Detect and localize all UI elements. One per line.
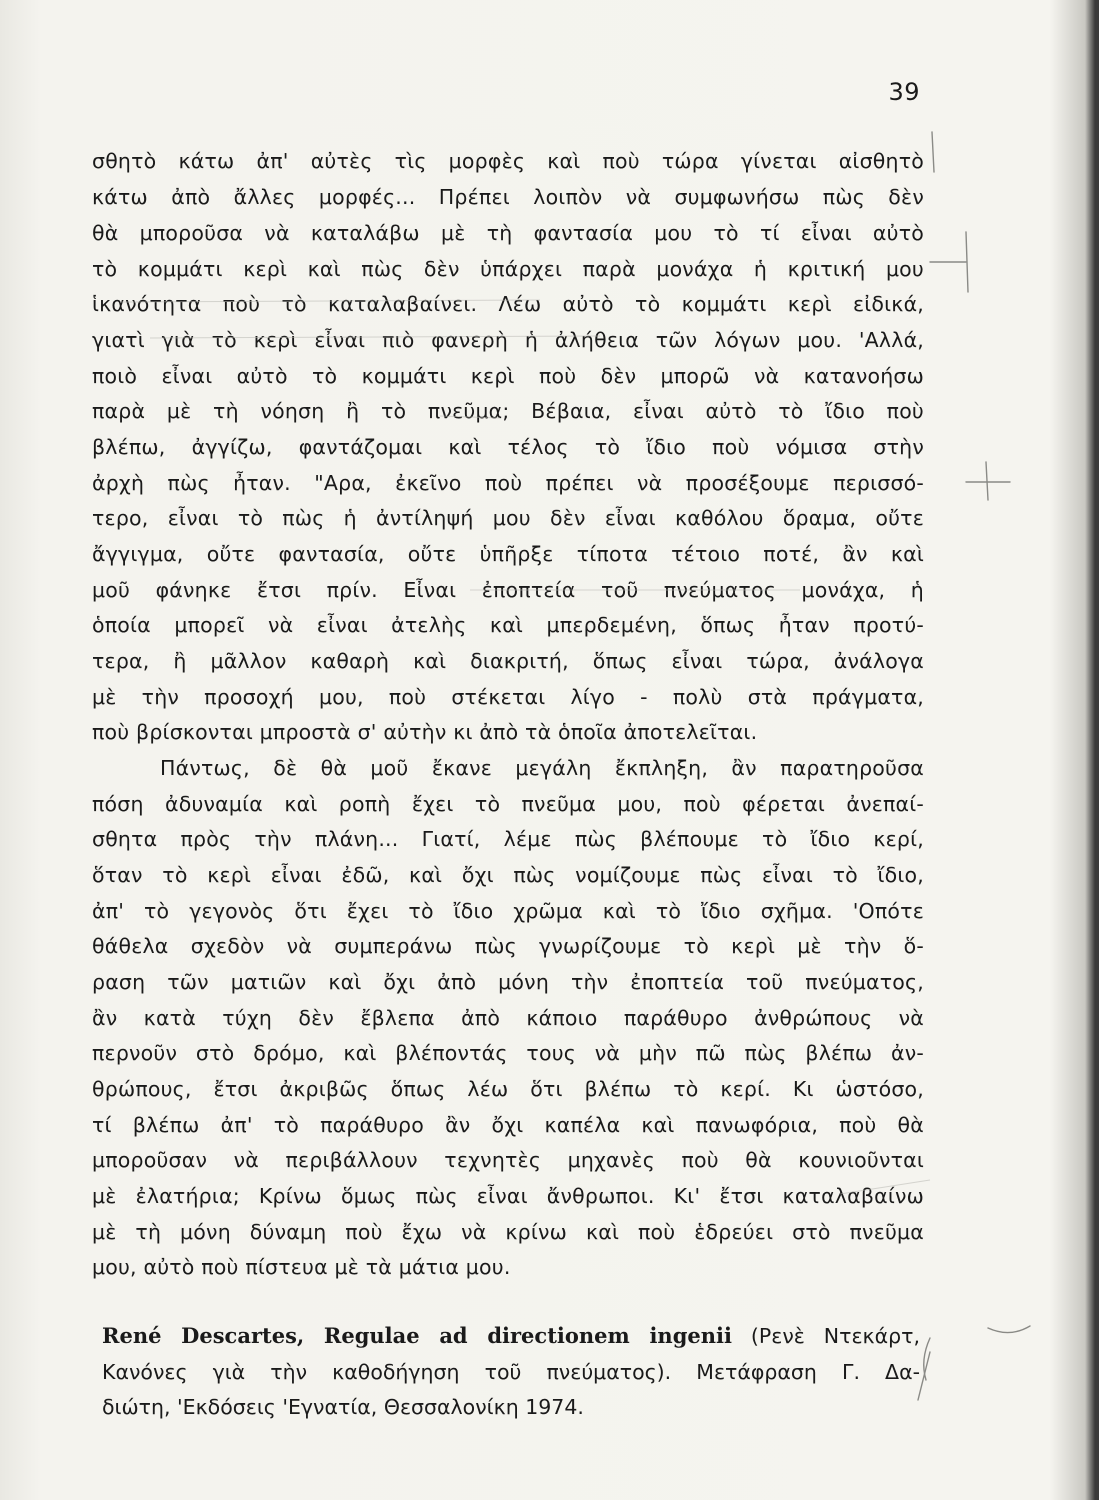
text-line: σθητα πρὸς τὴν πλάνη... Γιατί, λέμε πὼς βλέπουμε τὸ ἴδιο κερί, (92, 827, 924, 851)
text-line: θάθελα σχεδὸν νὰ συμπεράνω πὼς γνωρίζουμε τὸ κερὶ μὲ τὴν ὅ- (92, 934, 924, 958)
text-line: μὲ τὴν προσοχή μου, ποὺ στέκεται λίγο - πολὺ στὰ πράγματα, (92, 685, 924, 709)
text-line: κάτω ἀπὸ ἄλλες μορφές... Πρέπει λοιπὸν νὰ συμφωνήσω πὼς δὲν (92, 185, 924, 209)
text-line: παρὰ μὲ τὴ νόηση ἢ τὸ πνεῦμα; Βέβαια, εἶναι αὐτὸ τὸ ἴδιο ποὺ (92, 399, 924, 423)
text-line: ποιὸ εἶναι αὐτὸ τὸ κομμάτι κερὶ ποὺ δὲν μπορῶ νὰ κατανοήσω (92, 364, 924, 388)
text-line: μου, αὐτὸ ποὺ πίστευα μὲ τὰ μάτια μου. (92, 1255, 511, 1279)
text-line: ἄγγιγμα, οὔτε φαντασία, οὔτε ὑπῆρξε τίποτα τέτοιο ποτέ, ἂν καὶ (92, 542, 924, 566)
text-line: γιατὶ γιὰ τὸ κερὶ εἶναι πιὸ φανερὴ ἡ ἀλήθεια τῶν λόγων μου. 'Αλλά, (92, 328, 924, 352)
text-line: τὸ κομμάτι κερὶ καὶ πὼς δὲν ὑπάρχει παρὰ μονάχα ἡ κριτική μου (92, 257, 924, 281)
citation-line (102, 1318, 920, 1354)
text-line: ὅταν τὸ κερὶ εἶναι ἐδῶ, καὶ ὄχι πὼς νομίζουμε πὼς εἶναι τὸ ἴδιο, (92, 863, 924, 887)
text-line: θὰ μποροῦσα νὰ καταλάβω μὲ τὴ φαντασία μου τὸ τί εἶναι αὐτὸ (92, 221, 924, 245)
text-line: μοῦ φάνηκε ἔτσι πρίν. Εἶναι ἐποπτεία τοῦ πνεύματος μονάχα, ἡ (92, 578, 924, 602)
text-line: ἀπ' τὸ γεγονὸς ὅτι ἔχει τὸ ἴδιο χρῶμα καὶ τὸ ἴδιο σχῆμα. 'Οπότε (92, 899, 924, 923)
citation-line: διώτη, 'Εκδόσεις 'Εγνατία, Θεσσαλονίκη 1974. (102, 1395, 584, 1419)
page-number: 39 (888, 78, 920, 106)
text-line: βλέπω, ἀγγίζω, φαντάζομαι καὶ τέλος τὸ ἴδιο ποὺ νόμισα στὴν (92, 435, 924, 459)
text-line: τερα, ἢ μᾶλλον καθαρὴ καὶ διακριτή, ὅπως εἶναι τώρα, ἀνάλογα (92, 649, 924, 673)
citation-line: Κανόνες γιὰ τὴν καθοδήγηση τοῦ πνεύματος). Μετάφραση Γ. Δα- (102, 1360, 920, 1384)
text-line: μποροῦσαν νὰ περιβάλλουν τεχνητὲς μηχανὲς ποὺ θὰ κουνιοῦνται (92, 1148, 924, 1172)
citation-author-title: René Descartes, Regulae ad directionem ingenii (102, 1323, 732, 1348)
text-line: τί βλέπω ἀπ' τὸ παράθυρο ἂν ὄχι καπέλα καὶ πανωφόρια, ποὺ θὰ (92, 1113, 924, 1137)
text-line: περνοῦν στὸ δρόμο, καὶ βλέποντάς τους νὰ μὴν πῶ πὼς βλέπω ἀν- (92, 1041, 924, 1065)
text-line: ἂν κατὰ τύχη δὲν ἔβλεπα ἀπὸ κάποιο παράθυρο ἀνθρώπους νὰ (92, 1006, 924, 1030)
text-line: ἀρχὴ πὼς ἦταν. "Αρα, ἐκεῖνο ποὺ πρέπει νὰ προσέξουμε περισσό- (92, 471, 924, 495)
text-line: τερο, εἶναι τὸ πὼς ἡ ἀντίληψή μου δὲν εἶναι καθόλου ὅραμα, οὔτε (92, 506, 924, 530)
text-line: θρώπους, ἔτσι ἀκριβῶς ὅπως λέω ὅτι βλέπω τὸ κερί. Κι ὡστόσο, (92, 1077, 924, 1101)
text-line: σθητὸ κάτω ἀπ' αὐτὲς τὶς μορφὲς καὶ ποὺ τώρα γίνεται αἰσθητὸ (92, 149, 924, 173)
citation-translation-title: (Ρενὲ Ντεκάρτ, (731, 1324, 920, 1348)
text-line: ἱκανότητα ποὺ τὸ καταλαβαίνει. Λέω αὐτὸ τὸ κομμάτι κερὶ εἰδικά, (92, 292, 924, 316)
text-line: Πάντως, δὲ θὰ μοῦ ἔκανε μεγάλη ἔκπληξη, ἂν παρατηροῦσα (160, 756, 924, 780)
text-line: ὁποία μπορεῖ νὰ εἶναι ἀτελὴς καὶ μπερδεμένη, ὅπως ἦταν προτύ- (92, 613, 924, 637)
text-line: πόση ἀδυναμία καὶ ροπὴ ἔχει τὸ πνεῦμα μου, ποὺ φέρεται ἀνεπαί- (92, 792, 924, 816)
text-line: ποὺ βρίσκονται μπροστὰ σ' αὐτὴν κι ἀπὸ τὰ ὁποῖα ἀποτελεῖται. (92, 720, 758, 744)
text-line: ραση τῶν ματιῶν καὶ ὄχι ἀπὸ μόνη τὴν ἐποπτεία τοῦ πνεύματος, (92, 970, 924, 994)
text-line: μὲ τὴ μόνη δύναμη ποὺ ἔχω νὰ κρίνω καὶ ποὺ ἑδρεύει στὸ πνεῦμα (92, 1220, 924, 1244)
text-line: μὲ ἐλατήρια; Κρίνω ὅμως πὼς εἶναι ἄνθρωποι. Κι' ἔτσι καταλαβαίνω (92, 1184, 924, 1208)
